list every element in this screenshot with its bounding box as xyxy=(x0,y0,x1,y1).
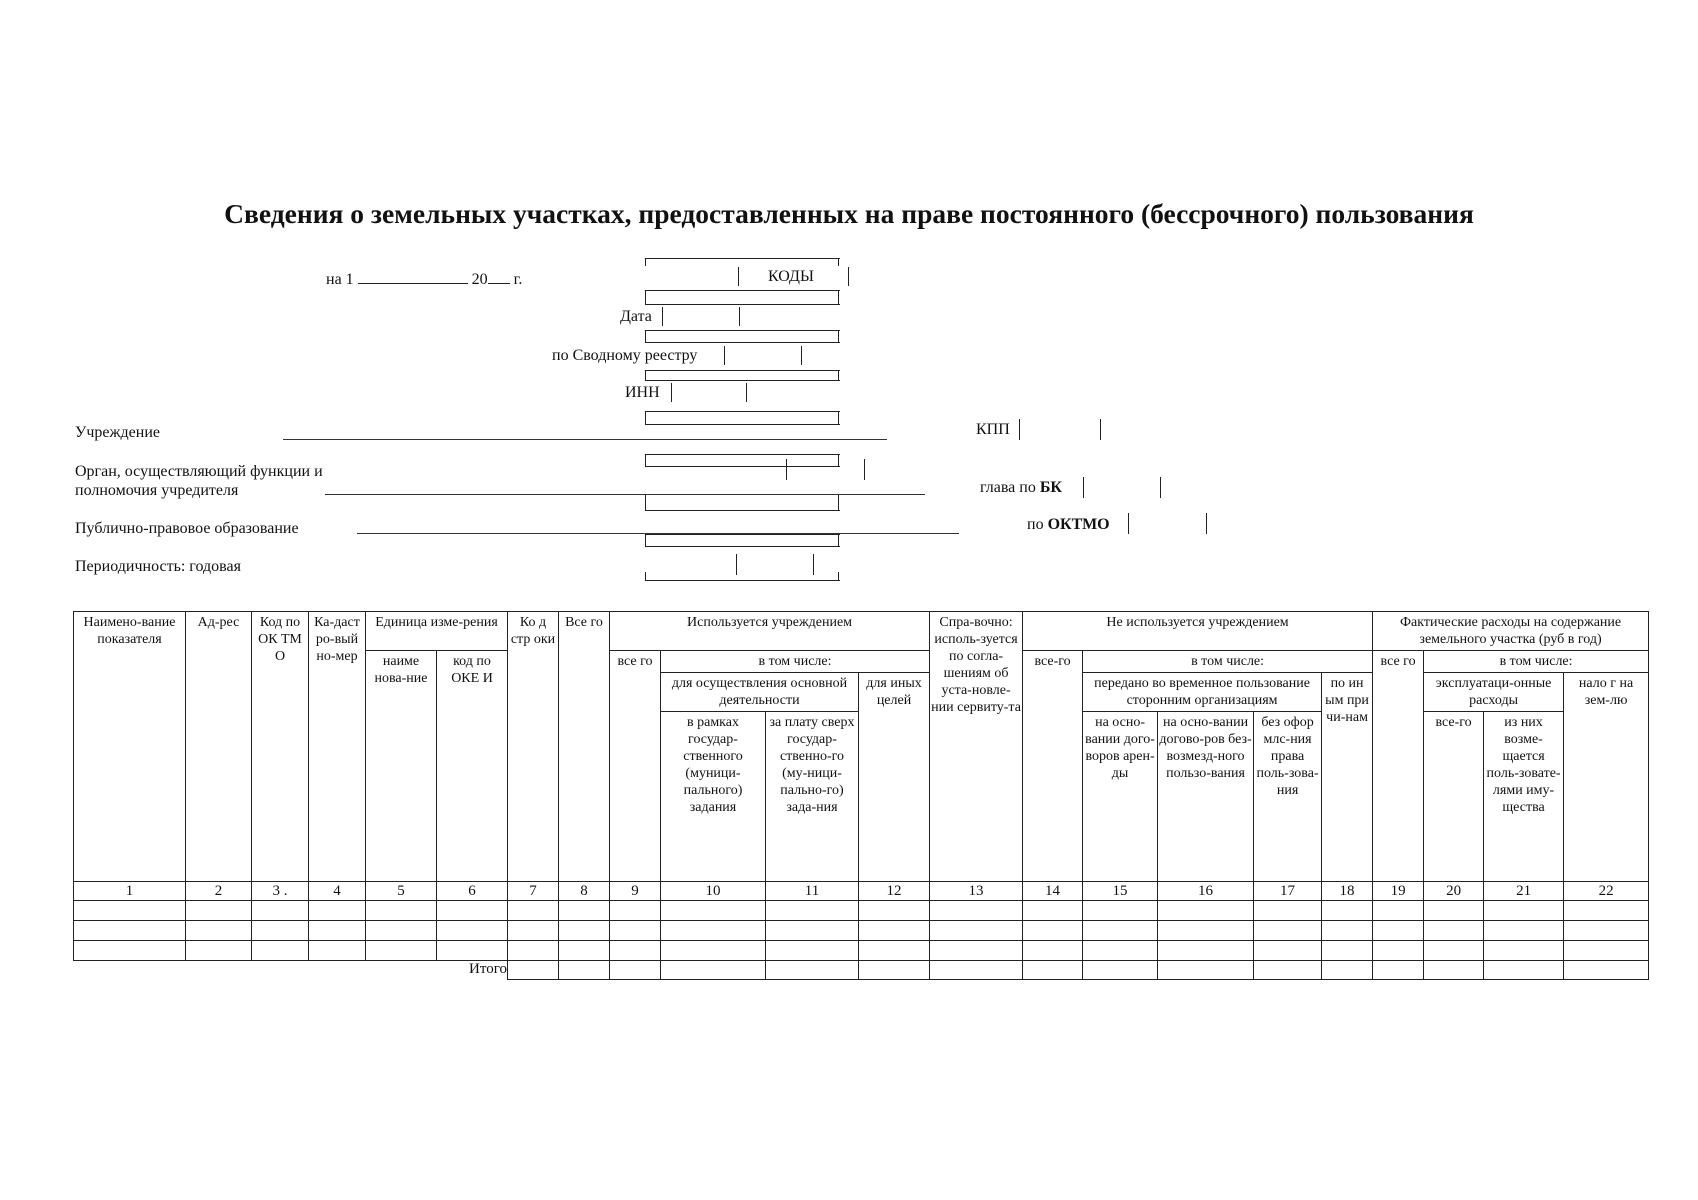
inn-label: ИНН xyxy=(625,384,660,401)
col-other-purposes-header: для иных целей xyxy=(859,673,930,882)
col-oktmo-header: Код по ОК ТМ О xyxy=(252,612,309,882)
column-number: 5 xyxy=(366,882,437,901)
public-entity-label: Публично-правовое образование xyxy=(75,520,299,537)
col-unit-okei-header: код по ОКЕ И xyxy=(437,651,508,882)
total-cell[interactable] xyxy=(661,961,766,980)
column-number: 6 xyxy=(437,882,508,901)
founder-label-line2: полномочия учредителя xyxy=(75,482,239,499)
total-cell[interactable] xyxy=(859,961,930,980)
kpp-code-cell[interactable] xyxy=(1021,419,1099,440)
total-label: Итого xyxy=(469,961,507,977)
table-row[interactable] xyxy=(74,901,1649,921)
column-number: 1 xyxy=(74,882,186,901)
total-cell[interactable] xyxy=(1322,961,1373,980)
col-temp-transfer-header: передано во временное пользование сторонним организациям xyxy=(1083,673,1322,712)
column-number: 8 xyxy=(559,882,610,901)
date-day-month-blank[interactable] xyxy=(358,283,468,284)
col-op-total-header: все-го xyxy=(1424,712,1484,882)
col-lease-header: на осно-вании дого-воров арен-ды xyxy=(1083,712,1158,882)
col-cadastral-header: Ка-даст ро-вый но-мер xyxy=(309,612,366,882)
total-cell[interactable] xyxy=(1083,961,1158,980)
inn-code-cell[interactable] xyxy=(673,383,745,402)
total-cell[interactable] xyxy=(559,961,610,980)
oktmo-code-cell[interactable] xyxy=(1130,513,1205,534)
date-year-blank[interactable] xyxy=(488,283,510,284)
page-title: Сведения о земельных участках, предоставленных на праве постоянного (бессрочного) пользования xyxy=(224,198,1474,229)
col-row-code-header: Ко д стр оки xyxy=(508,612,559,882)
column-number: 19 xyxy=(1373,882,1424,901)
date-code-cell[interactable] xyxy=(664,307,738,326)
column-numbers-row xyxy=(74,882,1649,901)
col-reimbursed-header: из них возме-щается поль-зовате-лями иму-щества xyxy=(1484,712,1564,882)
total-cell[interactable] xyxy=(1158,961,1254,980)
column-number: 20 xyxy=(1424,882,1484,901)
col-main-activity-header: для осуществления основной деятельности xyxy=(661,673,859,712)
oktmo-label-strong: ОКТМО xyxy=(1047,516,1110,533)
date-prefix: на 1 xyxy=(326,271,354,288)
column-number: 21 xyxy=(1484,882,1564,901)
column-number: 4 xyxy=(309,882,366,901)
registry-label: по Сводному реестру xyxy=(552,347,698,364)
col-free-use-header: на осно-вании догово-ров без-возмезд-ного пользо-вания xyxy=(1158,712,1254,882)
table-row[interactable] xyxy=(74,921,1649,941)
col-unit-name-header: наиме нова-ние xyxy=(366,651,437,882)
total-row xyxy=(74,961,1649,980)
bk-code-cell[interactable] xyxy=(1085,477,1159,498)
col-no-docs-header: без офор млс-ния права поль-зова-ния xyxy=(1254,712,1322,882)
total-cell[interactable] xyxy=(1373,961,1424,980)
bk-label xyxy=(980,479,1062,497)
col-exp-including-header: в том числе: xyxy=(1424,651,1649,673)
institution-line[interactable] xyxy=(283,439,887,440)
col-paid-header: за плату сверх государ-ственно-го (му-ници-пально-го) зада-ния xyxy=(766,712,859,882)
col-not-used-including-header: в том числе: xyxy=(1083,651,1373,673)
column-number: 14 xyxy=(1023,882,1083,901)
date-suffix: г. xyxy=(513,271,523,288)
bk-label-prefix: глава по xyxy=(980,479,1036,496)
column-number: 22 xyxy=(1564,882,1649,901)
header-row-1 xyxy=(74,612,1649,651)
col-expenses-header: Фактические расходы на содержание земельного участка (руб в год) xyxy=(1373,612,1649,651)
periodicity-label: Периодичность: годовая xyxy=(75,558,241,575)
col-used-header: Используется учреждением xyxy=(610,612,930,651)
column-number: 16 xyxy=(1158,882,1254,901)
bk-label-strong: БК xyxy=(1039,479,1063,496)
total-cell[interactable] xyxy=(1023,961,1083,980)
total-cell[interactable] xyxy=(610,961,661,980)
report-date-line xyxy=(326,271,522,289)
table-row[interactable] xyxy=(74,941,1649,961)
column-number: 17 xyxy=(1254,882,1322,901)
total-cell[interactable] xyxy=(766,961,859,980)
oktmo-label xyxy=(1027,516,1110,534)
col-total-header: Все го xyxy=(559,612,610,882)
public-entity-line[interactable] xyxy=(357,533,959,534)
institution-label: Учреждение xyxy=(75,424,160,441)
col-not-used-header: Не используется учреждением xyxy=(1023,612,1373,651)
col-used-total-header: все го xyxy=(610,651,661,882)
total-cell[interactable] xyxy=(1424,961,1484,980)
total-cell[interactable] xyxy=(1564,961,1649,980)
column-number: 2 xyxy=(186,882,252,901)
founder-label xyxy=(75,462,323,500)
founder-line[interactable] xyxy=(325,494,925,495)
col-operating-header: эксплуатаци-онные расходы xyxy=(1424,673,1564,712)
col-not-used-total-header: все-го xyxy=(1023,651,1083,882)
codes-label: КОДЫ xyxy=(768,268,814,285)
column-number: 11 xyxy=(766,882,859,901)
total-cell[interactable] xyxy=(1484,961,1564,980)
date-year: 20 xyxy=(471,271,488,288)
column-number: 13 xyxy=(930,882,1023,901)
col-address-header: Ад-рес xyxy=(186,612,252,882)
total-cell[interactable] xyxy=(930,961,1023,980)
registry-code-cell[interactable] xyxy=(726,346,800,365)
land-plots-table xyxy=(73,611,1649,980)
column-number: 12 xyxy=(859,882,930,901)
total-cell[interactable] xyxy=(508,961,559,980)
kpp-label: КПП xyxy=(976,421,1010,438)
oktmo-label-prefix: по xyxy=(1027,516,1044,533)
column-number: 10 xyxy=(661,882,766,901)
column-number: 15 xyxy=(1083,882,1158,901)
col-other-reasons-header: по ин ым при чи-нам xyxy=(1322,673,1373,882)
column-number: 18 xyxy=(1322,882,1373,901)
column-number: 9 xyxy=(610,882,661,901)
col-name-header: Наимено-вание показателя xyxy=(74,612,186,882)
col-exp-total-header: все го xyxy=(1373,651,1424,882)
col-servitude-header: Спра-вочно: исполь-зуется по согла-шениям об уста-новле-нии сервиту-та xyxy=(930,612,1023,882)
col-used-including-header: в том числе: xyxy=(661,651,930,673)
col-land-tax-header: нало г на зем-лю xyxy=(1564,673,1649,882)
col-state-task-header: в рамках государ-ственного (муници-пального) задания xyxy=(661,712,766,882)
founder-label-line1: Орган, осуществляющий функции и xyxy=(75,463,323,480)
date-label: Дата xyxy=(620,308,652,325)
total-cell[interactable] xyxy=(1254,961,1322,980)
column-number: 7 xyxy=(508,882,559,901)
column-number: 3 . xyxy=(252,882,309,901)
col-unit-header: Единица изме-рения xyxy=(366,612,508,651)
